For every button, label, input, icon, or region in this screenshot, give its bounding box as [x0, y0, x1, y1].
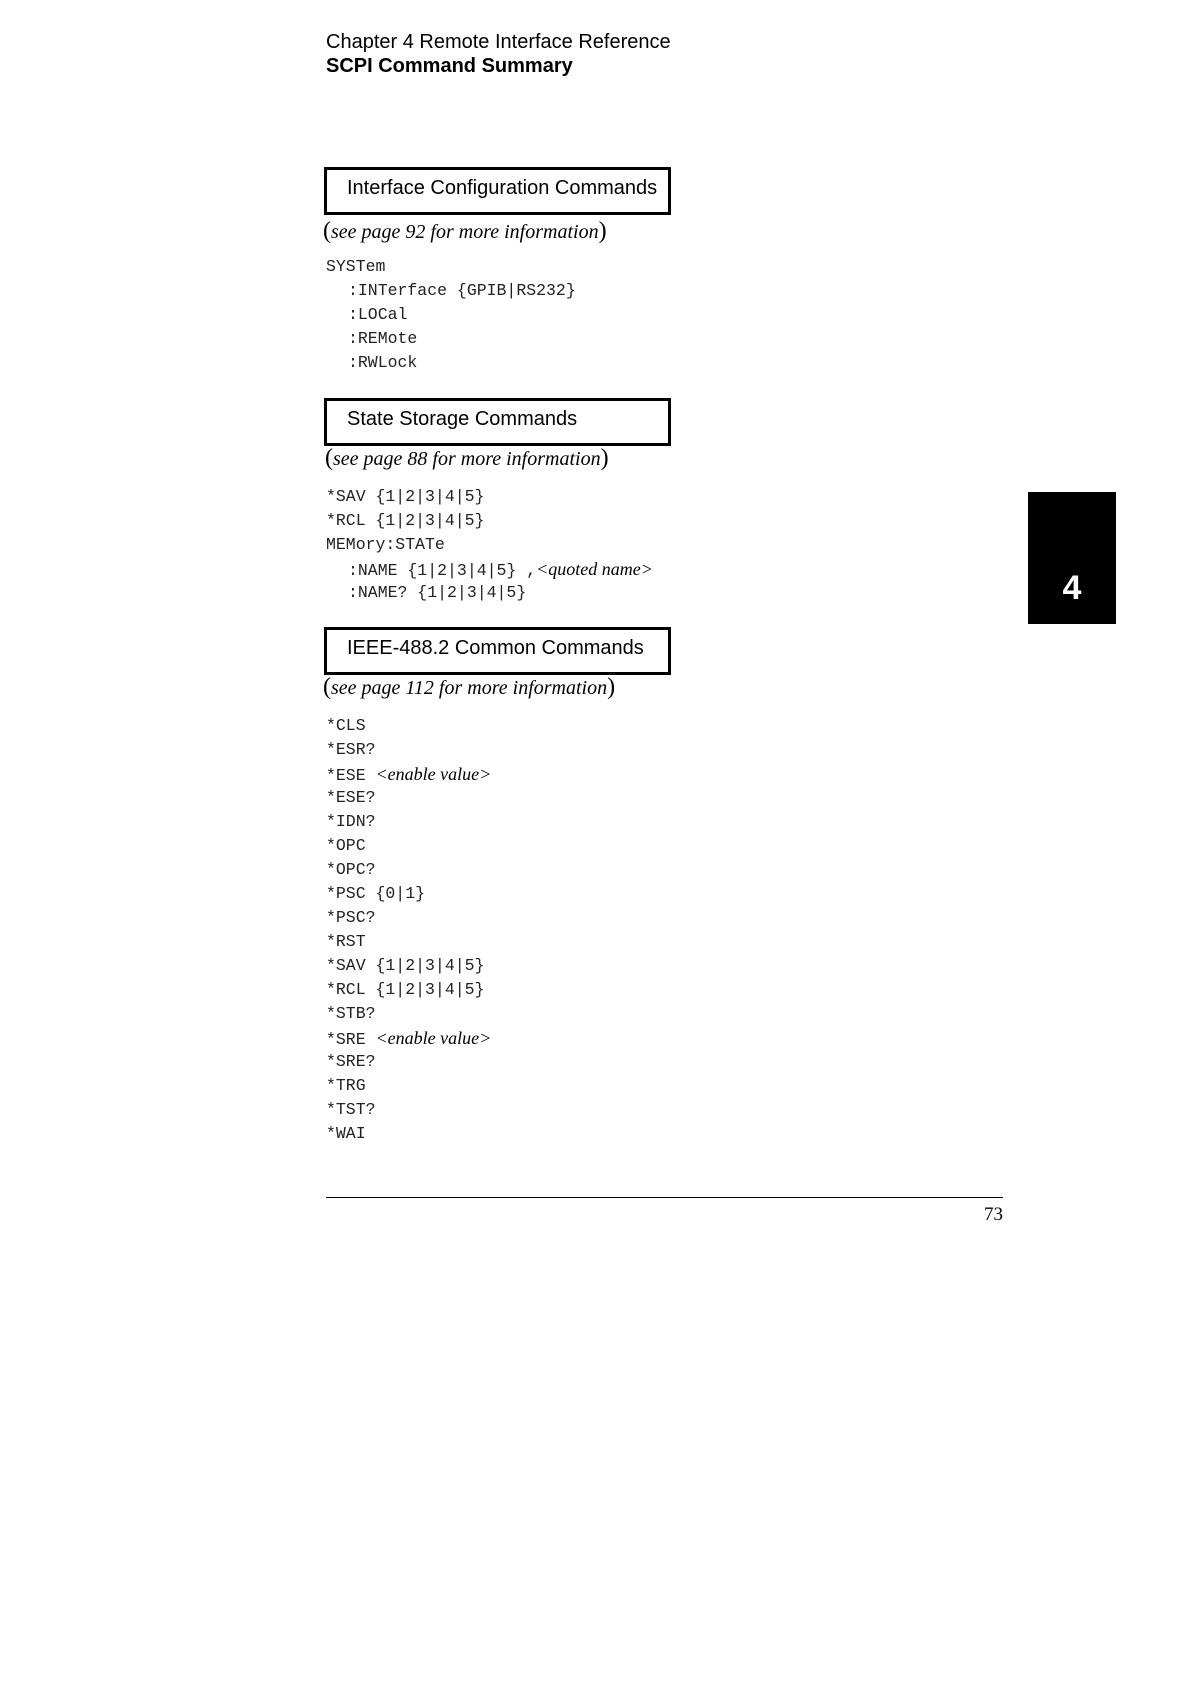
command-line: *PSC {0|1} — [326, 884, 426, 903]
command-line: *OPC — [326, 836, 366, 855]
interface-config-heading: Interface Configuration Commands — [347, 177, 658, 199]
state-storage-heading: State Storage Commands — [347, 408, 578, 430]
command-line: *PSC? — [326, 908, 376, 927]
chapter-title: Chapter 4 Remote Interface Reference — [326, 31, 671, 53]
page-number: 73 — [984, 1204, 1003, 1225]
quoted-name-param: <quoted name> — [536, 559, 653, 579]
command-line: *RST — [326, 932, 366, 951]
command-line: *SAV {1|2|3|4|5} — [326, 956, 485, 975]
ieee-common-heading: IEEE-488.2 Common Commands — [347, 637, 644, 659]
command-line: *WAI — [326, 1124, 366, 1143]
command-line: *RCL {1|2|3|4|5} — [326, 980, 485, 999]
command-line: *ESR? — [326, 740, 376, 759]
command-line: *IDN? — [326, 812, 376, 831]
command-line: *TRG — [326, 1076, 366, 1095]
command-line: *ESE? — [326, 788, 376, 807]
enable-value-param: <enable value> — [375, 1028, 492, 1048]
command-line: *TST? — [326, 1100, 376, 1119]
command-line: SYSTem — [326, 257, 386, 276]
state-storage-heading-box — [324, 398, 671, 446]
command-line: *SRE <enable value> — [326, 1028, 492, 1049]
command-line: *OPC? — [326, 860, 376, 879]
command-line: *SRE? — [326, 1052, 376, 1071]
command-line: *STB? — [326, 1004, 376, 1023]
ieee-common-heading-box — [324, 627, 671, 675]
command-line: :INTerface {GPIB|RS232} — [348, 281, 576, 300]
footer-rule — [326, 1197, 1003, 1198]
chapter-tab — [1028, 492, 1116, 624]
command-line: *ESE <enable value> — [326, 764, 492, 785]
command-line: *RCL {1|2|3|4|5} — [326, 511, 485, 530]
interface-config-see-page: (see page 92 for more information) — [323, 218, 607, 244]
command-line: :NAME {1|2|3|4|5} ,<quoted name> — [348, 559, 653, 580]
running-header — [326, 30, 671, 78]
enable-value-param: <enable value> — [375, 764, 492, 784]
section-title: SCPI Command Summary — [326, 55, 573, 77]
command-line: :LOCal — [348, 305, 408, 324]
ieee-common-see-page: (see page 112 for more information) — [323, 674, 616, 700]
command-line: :RWLock — [348, 353, 418, 372]
command-line: :NAME? {1|2|3|4|5} — [348, 583, 527, 602]
interface-config-heading-box — [324, 167, 671, 215]
command-line: :REMote — [348, 329, 418, 348]
command-line: *CLS — [326, 716, 366, 735]
state-storage-see-page: (see page 88 for more information) — [325, 445, 609, 471]
chapter-tab-number: 4 — [1062, 569, 1082, 607]
command-line: *SAV {1|2|3|4|5} — [326, 487, 485, 506]
command-line: MEMory:STATe — [326, 535, 445, 554]
